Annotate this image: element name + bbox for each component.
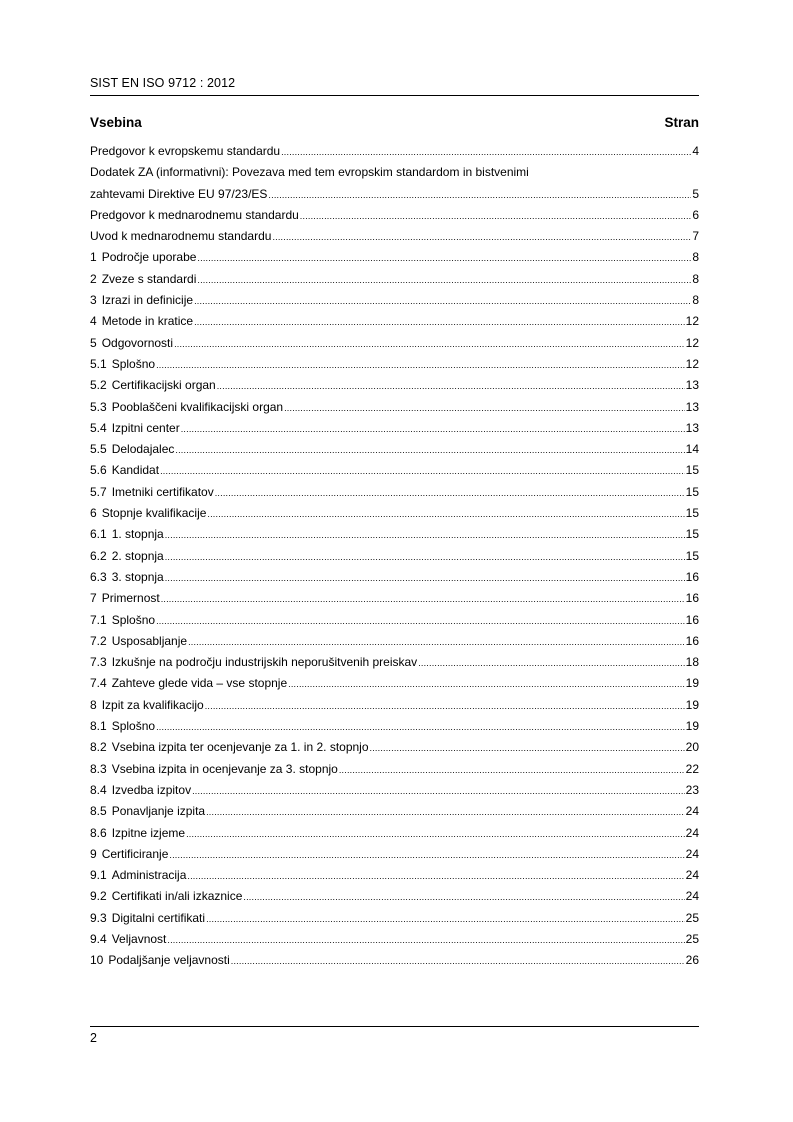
toc-entry-title: Certifikati in/ali izkaznice — [111, 889, 243, 904]
toc-entry-page: 13 — [685, 420, 699, 435]
toc-entry-title: Izpit za kvalifikacijo — [101, 697, 204, 712]
toc-entry-page: 4 — [692, 144, 699, 158]
toc-dot-leader — [300, 206, 692, 227]
toc-entry-title: Certifikacijski organ — [111, 378, 216, 393]
toc-entry-title: 3. stopnja — [111, 569, 164, 584]
toc-entry-title: Zahteve glede vida – vse stopnje — [111, 676, 288, 691]
toc-entry-number: 7.1 — [90, 612, 107, 627]
header-divider — [90, 95, 699, 96]
toc-entry-title: Predgovor k mednarodnemu standardu — [90, 207, 299, 222]
toc-entry-page: 12 — [685, 335, 699, 350]
toc-dot-leader — [156, 611, 685, 632]
toc-entry-number: 7 — [90, 591, 97, 606]
toc-entry-page: 24 — [685, 825, 699, 840]
toc-dot-leader — [167, 930, 684, 951]
toc-entry[interactable] — [90, 737, 699, 758]
toc-entry[interactable] — [90, 823, 699, 844]
toc-entry[interactable] — [90, 205, 699, 226]
toc-entry[interactable] — [90, 333, 699, 354]
toc-dot-leader — [156, 717, 685, 738]
toc-entry-page: 15 — [685, 548, 699, 563]
toc-entry-title: Predgovor k evropskemu standardu — [90, 144, 281, 158]
toc-entry-title: Izkušnje na področju industrijskih neporušitvenih preiskav — [111, 655, 418, 670]
toc-heading-row — [90, 115, 699, 133]
toc-entry-number: 8.3 — [90, 761, 107, 776]
toc-entry-page: 8 — [692, 293, 699, 308]
toc-entry[interactable] — [90, 695, 699, 716]
toc-entry[interactable] — [90, 759, 699, 780]
toc-entry[interactable] — [90, 801, 699, 822]
toc-entry-number: 9 — [90, 846, 97, 861]
toc-entry[interactable] — [90, 908, 699, 929]
toc-entry[interactable] — [90, 929, 699, 950]
toc-entry[interactable] — [90, 588, 699, 609]
toc-entry-number: 2 — [90, 271, 97, 286]
toc-entry-title: 1. stopnja — [111, 527, 164, 542]
toc-entry-title: Uvod k mednarodnemu standardu — [90, 229, 272, 244]
toc-entry-page: 15 — [685, 527, 699, 542]
toc-dot-leader — [206, 802, 685, 823]
toc-entry-page: 16 — [685, 633, 699, 648]
toc-entry-number: 9.3 — [90, 910, 107, 925]
toc-entry-page: 5 — [692, 186, 699, 201]
toc-entry-number: 7.2 — [90, 633, 107, 648]
toc-entry[interactable] — [90, 439, 699, 460]
toc-entry-title: Splošno — [111, 612, 156, 627]
toc-page-column-title: Stran — [664, 115, 699, 130]
document-header: SIST EN ISO 9712 : 2012 — [90, 76, 236, 90]
toc-entry-title: Ponavljanje izpita — [111, 804, 206, 819]
toc-entry-number: 9.2 — [90, 889, 107, 904]
toc-entry[interactable] — [90, 716, 699, 737]
toc-entry-page: 16 — [685, 591, 699, 606]
toc-entry[interactable] — [90, 247, 699, 268]
toc-dot-leader — [205, 696, 685, 717]
toc-entry-page: 24 — [685, 846, 699, 861]
toc-dot-leader — [370, 738, 685, 759]
toc-entry[interactable] — [90, 524, 699, 545]
toc-dot-leader — [217, 376, 685, 397]
toc-entry-title: Administracija — [111, 868, 187, 883]
footer-page-number: 2 — [90, 1031, 97, 1045]
toc-dot-leader — [194, 312, 685, 333]
toc-entry-title: Zveze s standardi — [101, 271, 197, 286]
toc-dot-leader — [207, 504, 684, 525]
toc-dot-leader — [243, 887, 684, 908]
toc-dot-leader — [288, 674, 685, 695]
toc-entry-page: 15 — [685, 484, 699, 499]
table-of-contents — [90, 141, 699, 972]
toc-entry-number: 1 — [90, 250, 97, 265]
toc-dot-leader — [165, 525, 685, 546]
toc-entry-number: 5.1 — [90, 356, 107, 371]
toc-entry-title: Izvedba izpitov — [111, 782, 192, 797]
toc-dot-leader — [175, 440, 684, 461]
toc-entry-title: 2. stopnja — [111, 548, 164, 563]
toc-title: Vsebina — [90, 115, 142, 130]
toc-entry-title: Področje uporabe — [101, 250, 197, 265]
toc-entry-title: Stopnje kvalifikacije — [101, 506, 207, 521]
toc-dot-leader — [284, 398, 685, 419]
toc-entry[interactable] — [90, 460, 699, 481]
toc-entry-number: 7.3 — [90, 655, 107, 670]
toc-entry-number: 5.5 — [90, 442, 107, 457]
toc-entry-number: 5.7 — [90, 484, 107, 499]
toc-dot-leader — [418, 653, 684, 674]
toc-entry[interactable] — [90, 503, 699, 524]
toc-entry-page: 26 — [685, 953, 699, 968]
toc-entry-number: 6.1 — [90, 527, 107, 542]
toc-entry[interactable] — [90, 418, 699, 439]
toc-entry[interactable] — [90, 950, 699, 971]
toc-entry-title: Metode in kratice — [101, 314, 194, 329]
toc-entry[interactable] — [90, 269, 699, 290]
toc-entry-page: 7 — [692, 229, 699, 244]
toc-entry-title: Izpitni center — [111, 420, 180, 435]
toc-dot-leader — [160, 461, 685, 482]
toc-entry-page: 8 — [692, 250, 699, 265]
toc-dot-leader — [206, 909, 685, 930]
toc-entry-number: 8.2 — [90, 740, 107, 755]
toc-entry-number: 8 — [90, 697, 97, 712]
toc-entry-page: 25 — [685, 931, 699, 946]
toc-entry-page: 16 — [685, 612, 699, 627]
toc-entry[interactable] — [90, 375, 699, 396]
toc-entry-page: 19 — [685, 697, 699, 712]
toc-entry-title: Dodatek ZA (informativni): Povezava med tem evropskim standardom in bistvenimi — [90, 165, 529, 180]
toc-dot-leader — [268, 185, 691, 206]
toc-entry-title: Izrazi in definicije — [101, 293, 194, 308]
toc-entry[interactable] — [90, 290, 699, 311]
toc-entry-page: 19 — [685, 676, 699, 691]
toc-entry-number: 8.6 — [90, 825, 107, 840]
toc-entry-page: 14 — [685, 442, 699, 457]
toc-dot-leader — [339, 760, 685, 781]
toc-entry[interactable] — [90, 886, 699, 907]
toc-entry[interactable] — [90, 610, 699, 631]
toc-entry-page: 24 — [685, 868, 699, 883]
toc-dot-leader — [215, 483, 685, 504]
toc-entry[interactable] — [90, 397, 699, 418]
toc-entry-title: Certificiranje — [101, 846, 169, 861]
toc-entry-page: 12 — [685, 314, 699, 329]
toc-dot-leader — [165, 547, 685, 568]
toc-entry-number: 8.4 — [90, 782, 107, 797]
toc-entry-page: 18 — [685, 655, 699, 670]
toc-entry[interactable] — [90, 226, 699, 247]
toc-entry[interactable] — [90, 141, 699, 162]
toc-dot-leader — [156, 355, 685, 376]
toc-dot-leader — [194, 291, 691, 312]
toc-entry-page: 6 — [692, 207, 699, 222]
toc-entry-number: 8.1 — [90, 719, 107, 734]
toc-entry[interactable] — [90, 311, 699, 332]
toc-entry-number: 5 — [90, 335, 97, 350]
toc-dot-leader — [169, 845, 684, 866]
toc-entry[interactable] — [90, 184, 699, 205]
toc-entry-title: Kandidat — [111, 463, 160, 478]
toc-dot-leader — [197, 270, 691, 291]
toc-entry-title: Digitalni certifikati — [111, 910, 206, 925]
toc-entry[interactable] — [90, 865, 699, 886]
toc-dot-leader — [174, 334, 685, 355]
toc-entry-number: 6.3 — [90, 569, 107, 584]
toc-dot-leader — [186, 824, 685, 845]
toc-dot-leader — [281, 142, 691, 163]
toc-entry-number: 9.1 — [90, 868, 107, 883]
toc-entry-title: Splošno — [111, 719, 156, 734]
toc-dot-leader — [192, 781, 685, 802]
toc-entry-page: 20 — [685, 740, 699, 755]
toc-entry-title: Delodajalec — [111, 442, 175, 457]
toc-entry[interactable] — [90, 631, 699, 652]
toc-dot-leader — [161, 589, 685, 610]
toc-entry-page: 19 — [685, 719, 699, 734]
toc-entry-page: 13 — [685, 378, 699, 393]
toc-entry-title: Primernost — [101, 591, 160, 606]
toc-entry-number: 5.3 — [90, 399, 107, 414]
toc-entry-number: 8.5 — [90, 804, 107, 819]
toc-entry-title: Odgovornosti — [101, 335, 174, 350]
toc-entry-title: Usposabljanje — [111, 633, 188, 648]
toc-dot-leader — [181, 419, 685, 440]
toc-entry-page: 24 — [685, 804, 699, 819]
toc-entry[interactable] — [90, 780, 699, 801]
toc-dot-leader — [231, 951, 685, 972]
toc-entry-page: 13 — [685, 399, 699, 414]
toc-entry-title: Imetniki certifikatov — [111, 484, 214, 499]
toc-entry-number: 5.4 — [90, 420, 107, 435]
toc-entry-title: Podaljšanje veljavnosti — [108, 953, 230, 968]
toc-entry-page: 16 — [685, 569, 699, 584]
toc-dot-leader — [187, 866, 684, 887]
toc-entry-title: Splošno — [111, 356, 156, 371]
toc-entry-page: 15 — [685, 506, 699, 521]
toc-entry-page: 22 — [685, 761, 699, 776]
footer-divider — [90, 1026, 699, 1027]
toc-entry-page: 25 — [685, 910, 699, 925]
toc-entry-number: 3 — [90, 293, 97, 308]
toc-entry-title: Veljavnost — [111, 931, 167, 946]
toc-entry-page: 8 — [692, 271, 699, 286]
toc-entry-page: 24 — [685, 889, 699, 904]
toc-dot-leader — [197, 248, 691, 269]
toc-entry-number: 7.4 — [90, 676, 107, 691]
toc-entry-number: 10 — [90, 953, 104, 968]
toc-entry-page: 12 — [685, 356, 699, 371]
toc-entry-title: Vsebina izpita in ocenjevanje za 3. stopnjo — [111, 761, 338, 776]
toc-entry[interactable] — [90, 546, 699, 567]
toc-entry[interactable] — [90, 652, 699, 673]
toc-dot-leader — [272, 227, 691, 248]
toc-entry-page: 15 — [685, 463, 699, 478]
toc-entry-number: 5.2 — [90, 378, 107, 393]
toc-entry-number: 5.6 — [90, 463, 107, 478]
toc-entry-title: Vsebina izpita ter ocenjevanje za 1. in 2. stopnjo — [111, 740, 369, 755]
toc-dot-leader — [188, 632, 685, 653]
toc-entry[interactable] — [90, 567, 699, 588]
toc-entry-title: zahtevami Direktive EU 97/23/ES — [90, 186, 268, 201]
toc-entry[interactable] — [90, 354, 699, 375]
toc-entry-number: 9.4 — [90, 931, 107, 946]
toc-entry[interactable] — [90, 482, 699, 503]
toc-entry-number: 4 — [90, 314, 97, 329]
toc-entry-title: Izpitne izjeme — [111, 825, 186, 840]
toc-entry-number: 6.2 — [90, 548, 107, 563]
toc-entry[interactable] — [90, 844, 699, 865]
toc-entry-page: 23 — [685, 782, 699, 797]
toc-entry-title: Pooblaščeni kvalifikacijski organ — [111, 399, 284, 414]
toc-entry[interactable] — [90, 673, 699, 694]
toc-dot-leader — [165, 568, 685, 589]
toc-entry-number: 6 — [90, 506, 97, 521]
